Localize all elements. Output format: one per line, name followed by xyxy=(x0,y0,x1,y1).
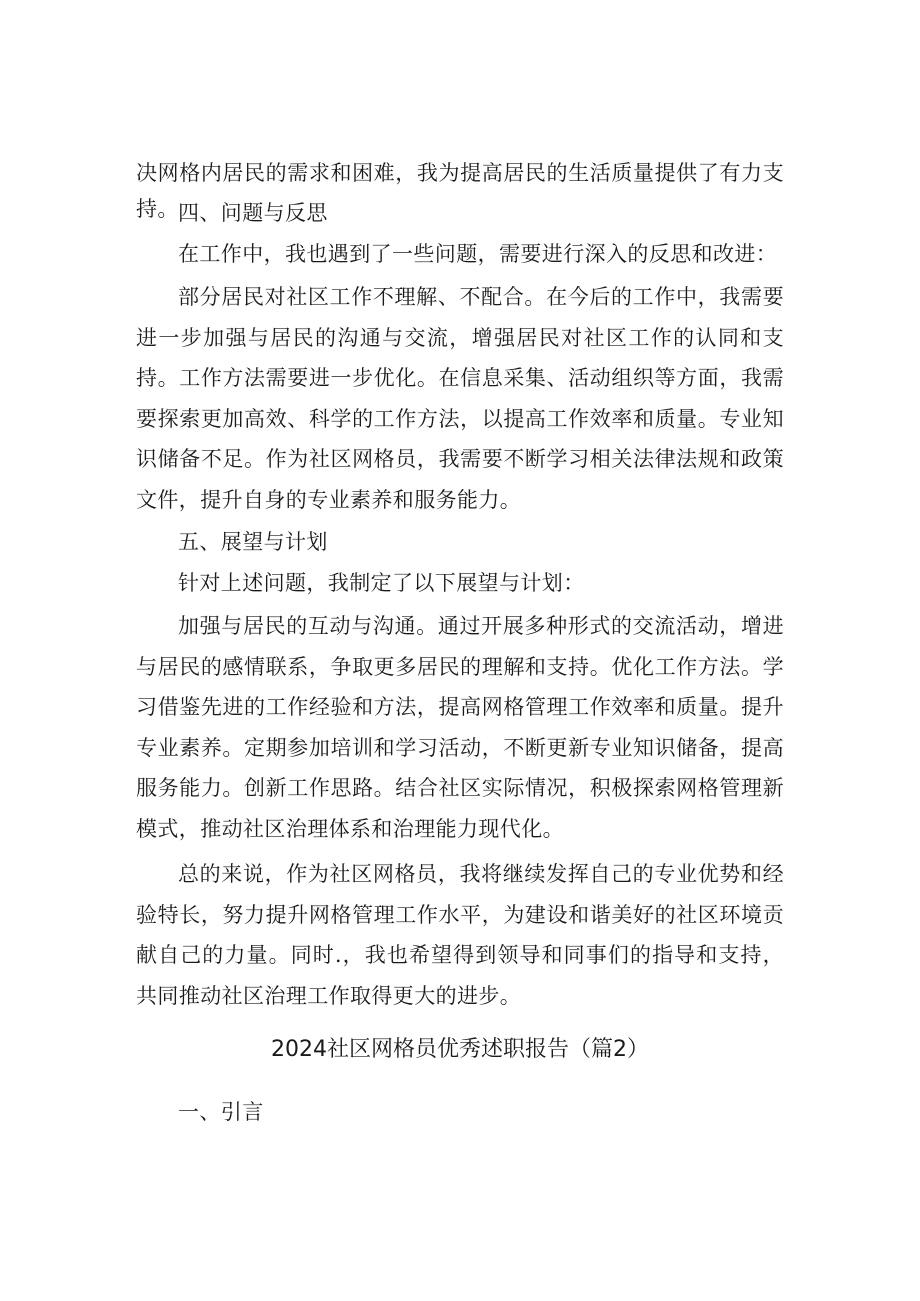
section-heading-1: 一、引言 xyxy=(178,1100,264,1124)
section-heading-5: 五、展望与计划 xyxy=(178,530,328,554)
section-heading-4: 四、问题与反思 xyxy=(178,201,328,225)
section5-intro: 针对上述问题，我制定了以下展望与计划： xyxy=(178,571,585,595)
section4-body: 部分居民对社区工作不理解、不配合。在今后的工作中，我需要进一步加强与居民的沟通与交流，增强居民对社区工作的认同和支持。工作方法需要进一步优化。在信息采集、活动组织等方面，我需要探索更加高效、科学的工作方法，以提高工作效率和质量。专业知识储备不足。作为社区网格员，我需要不断学习相关法律法规和政策文件，提升自身的专业素养和服务能力。 xyxy=(136,285,784,512)
report-title: 2024社区网格员优秀述职报告（篇2） xyxy=(271,1037,649,1062)
continuation-paragraph: 决网格内居民的需求和困难，我为提高居民的生活质量提供了有力支持。 xyxy=(136,161,784,221)
section5-body: 加强与居民的互动与沟通。通过开展多种形式的交流活动，增进与居民的感情联系，争取更多居民的理解和支持。优化工作方法。学习借鉴先进的工作经验和方法，提高网格管理工作效率和质量。提升专业素养。定期参加培训和学习活动，不断更新专业知识储备，提高服务能力。创新工作思路。结合社区实际情况，积极探索网格管理新模式，推动社区治理体系和治理能力现代化。 xyxy=(136,614,784,841)
section4-intro: 在工作中，我也遇到了一些问题，需要进行深入的反思和改进： xyxy=(178,242,778,266)
conclusion-paragraph: 总的来说，作为社区网格员，我将继续发挥自己的专业优势和经验特长，努力提升网格管理工作水平，为建设和谐美好的社区环境贡献自己的力量。同时.，我也希望得到领导和同事们的指导和支持，共同推动社区治理工作取得更大的进步。 xyxy=(136,862,784,1008)
